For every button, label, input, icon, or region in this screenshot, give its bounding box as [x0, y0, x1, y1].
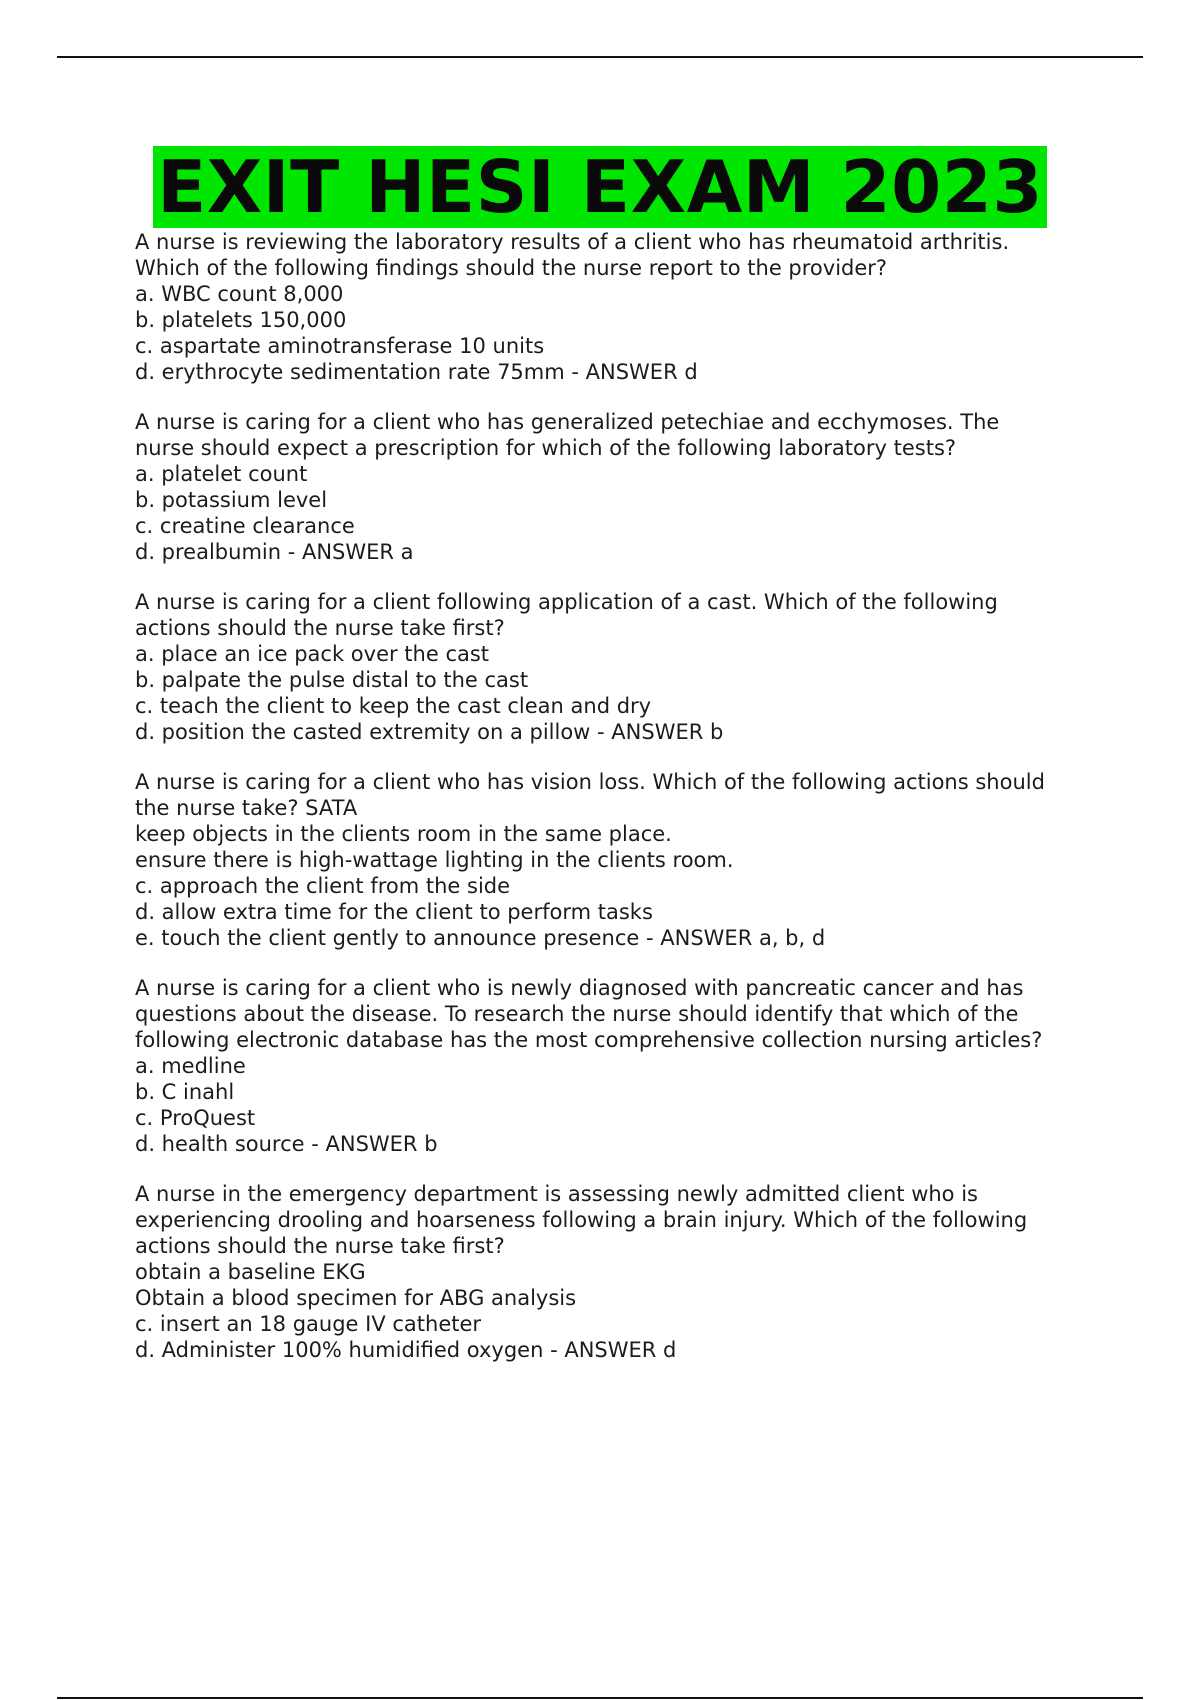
question-5	[135, 975, 1095, 1157]
question-stem-line: A nurse is caring for a client following application of a cast. Which of the following	[135, 590, 998, 614]
answer-option: a. platelet count	[135, 462, 308, 486]
question-6	[135, 1181, 1095, 1363]
question-stem-line: nurse should expect a prescription for which of the following laboratory tests?	[135, 436, 957, 460]
top-rule	[57, 56, 1143, 58]
title-container	[0, 146, 1200, 228]
answer-option: d. erythrocyte sedimentation rate 75mm - ANSWER d	[135, 360, 698, 384]
question-stem-line: A nurse in the emergency department is assessing newly admitted client who is	[135, 1182, 978, 1206]
answer-option: keep objects in the clients room in the same place.	[135, 822, 672, 846]
question-stem-line: Which of the following findings should the nurse report to the provider?	[135, 256, 888, 280]
question-stem-line: experiencing drooling and hoarseness following a brain injury. Which of the following	[135, 1208, 1028, 1232]
answer-option: a. WBC count 8,000	[135, 282, 344, 306]
answer-option: b. C inahl	[135, 1080, 235, 1104]
answer-option: Obtain a blood specimen for ABG analysis	[135, 1286, 577, 1310]
question-stem-line: questions about the disease. To research the nurse should identify that which of the	[135, 1002, 1019, 1026]
question-stem-line: actions should the nurse take first?	[135, 1234, 505, 1258]
answer-option: a. place an ice pack over the cast	[135, 642, 490, 666]
question-3	[135, 589, 1095, 745]
answer-option: c. creatine clearance	[135, 514, 355, 538]
answer-option: c. aspartate aminotransferase 10 units	[135, 334, 545, 358]
answer-option: d. allow extra time for the client to perform tasks	[135, 900, 653, 924]
bottom-rule	[57, 1697, 1143, 1699]
answer-option: obtain a baseline EKG	[135, 1260, 366, 1284]
question-stem-line: A nurse is caring for a client who is newly diagnosed with pancreatic cancer and has	[135, 976, 1024, 1000]
question-4	[135, 769, 1095, 951]
question-1	[135, 229, 1095, 385]
answer-option: c. insert an 18 gauge IV catheter	[135, 1312, 482, 1336]
question-stem-line: the nurse take? SATA	[135, 796, 358, 820]
answer-option: b. palpate the pulse distal to the cast	[135, 668, 529, 692]
question-stem-line: A nurse is caring for a client who has generalized petechiae and ecchymoses. The	[135, 410, 1000, 434]
question-stem-line: A nurse is caring for a client who has vision loss. Which of the following actions should	[135, 770, 1045, 794]
answer-option: b. potassium level	[135, 488, 328, 512]
answer-option: d. health source - ANSWER b	[135, 1132, 438, 1156]
question-stem-line: A nurse is reviewing the laboratory results of a client who has rheumatoid arthritis.	[135, 230, 1010, 254]
answer-option: c. ProQuest	[135, 1106, 256, 1130]
question-2	[135, 409, 1095, 565]
document-title: EXIT HESI EXAM 2023	[153, 146, 1047, 228]
answer-option: c. approach the client from the side	[135, 874, 511, 898]
question-stem-line: actions should the nurse take first?	[135, 616, 505, 640]
answer-option: b. platelets 150,000	[135, 308, 347, 332]
answer-option: d. Administer 100% humidified oxygen - ANSWER d	[135, 1338, 677, 1362]
answer-option: a. medline	[135, 1054, 246, 1078]
answer-option: ensure there is high-wattage lighting in the clients room.	[135, 848, 734, 872]
answer-option: c. teach the client to keep the cast clean and dry	[135, 694, 652, 718]
question-stem-line: following electronic database has the most comprehensive collection nursing articles?	[135, 1028, 1043, 1052]
answer-option: d. prealbumin - ANSWER a	[135, 540, 414, 564]
answer-option: d. position the casted extremity on a pillow - ANSWER b	[135, 720, 724, 744]
questions-list	[135, 229, 1095, 1387]
answer-option: e. touch the client gently to announce presence - ANSWER a, b, d	[135, 926, 826, 950]
